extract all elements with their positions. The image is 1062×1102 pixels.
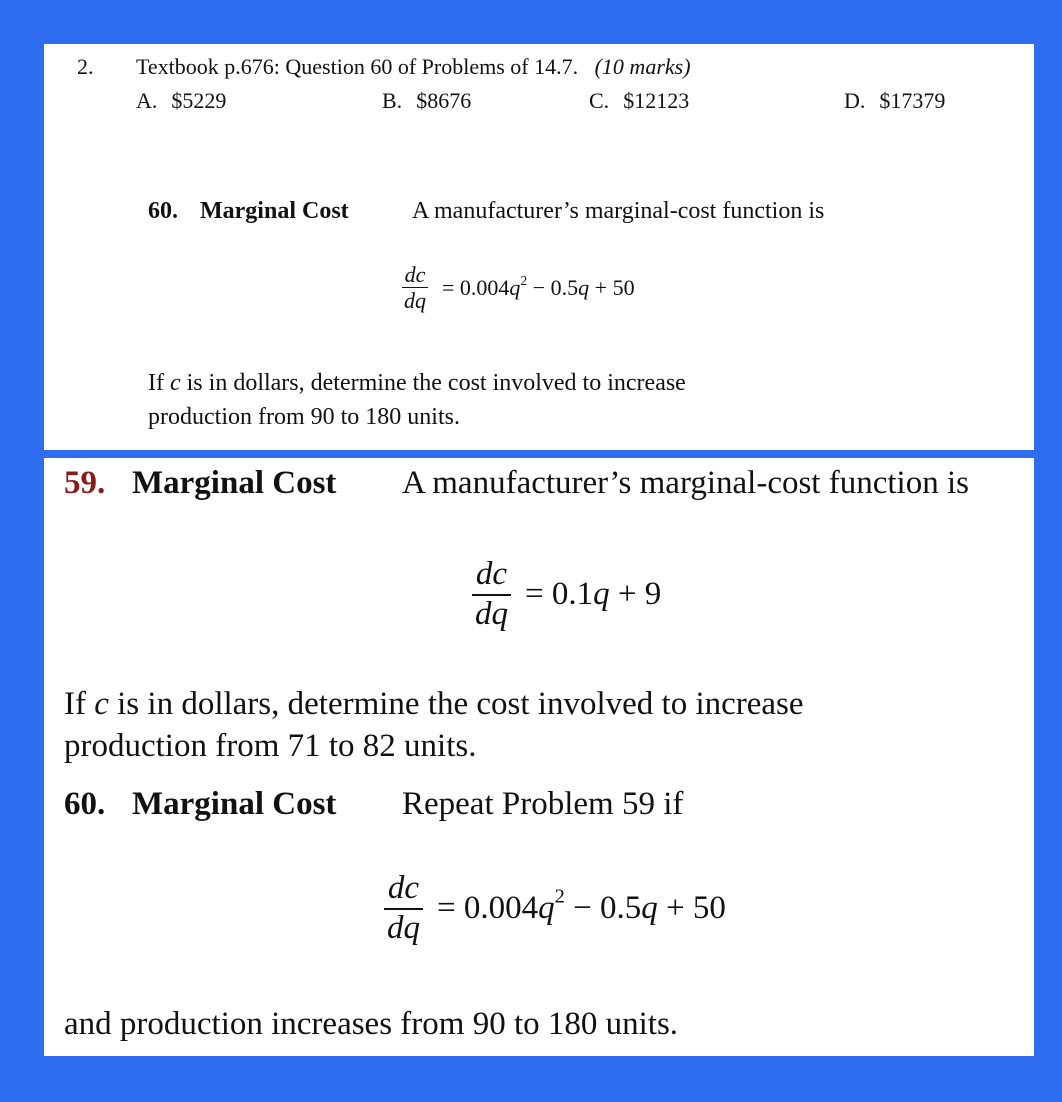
problem-60-number: 60. <box>64 786 106 822</box>
fraction-numerator: dc <box>404 262 426 287</box>
rhs-mid: − 0.5 <box>527 274 579 300</box>
text-var: c <box>169 370 181 396</box>
derivative-fraction <box>472 556 511 634</box>
option-value: $12123 <box>623 88 690 113</box>
text-var: c <box>94 686 109 722</box>
option-letter: B. <box>382 88 403 113</box>
equation-rhs <box>437 886 726 927</box>
option-value: $17379 <box>879 88 946 113</box>
rhs-mid: − 0.5 <box>564 890 642 927</box>
option-value: $5229 <box>171 88 227 113</box>
derivative-fraction <box>384 870 423 948</box>
rhs-var2: q <box>641 890 658 927</box>
problem-59-text-line-1 <box>64 686 804 723</box>
equation-rhs <box>442 272 635 301</box>
rhs-var: q <box>538 890 555 927</box>
problem-text-line-2: production from 90 to 180 units. <box>148 404 460 430</box>
option-value: $8676 <box>416 88 472 113</box>
rhs-post: + 9 <box>609 576 662 613</box>
problem-60-title: Marginal Cost <box>132 786 337 822</box>
option-letter: C. <box>589 88 610 113</box>
problem-number: 60. <box>148 198 178 224</box>
question-header <box>136 54 691 80</box>
problem-title: Marginal Cost <box>200 198 349 224</box>
fraction-numerator: dc <box>387 870 420 906</box>
problem-59-number: 59. <box>64 465 106 501</box>
rhs-pre: = 0.1 <box>525 576 594 613</box>
problem-59-intro: A manufacturer’s marginal-cost function is <box>402 465 969 501</box>
rhs-exponent: 2 <box>520 272 528 288</box>
option-d[interactable] <box>844 88 945 114</box>
marginal-cost-equation <box>402 262 635 314</box>
rhs-post: + 50 <box>657 890 726 927</box>
option-a[interactable] <box>136 88 226 114</box>
text-pre: If <box>64 686 95 722</box>
problem-59-title: Marginal Cost <box>132 465 337 501</box>
rhs-var: q <box>593 576 610 613</box>
rhs-var2: q <box>578 274 590 300</box>
problem-60-equation <box>384 870 726 948</box>
problem-60-text-line: and production increases from 90 to 180 units. <box>64 1006 679 1042</box>
problem-59-text-line-2: production from 71 to 82 units. <box>64 728 477 764</box>
fraction-denominator: dq <box>387 909 420 946</box>
fraction-denominator: dq <box>475 595 508 632</box>
derivative-fraction <box>402 262 428 314</box>
fraction-numerator: dc <box>475 556 508 592</box>
problem-59-equation <box>472 556 661 634</box>
text-post: is in dollars, determine the cost involved to increase <box>180 370 686 396</box>
equation-rhs <box>525 576 661 613</box>
option-c[interactable] <box>589 88 689 114</box>
problem-text-line-1 <box>148 370 686 397</box>
question-panel <box>44 44 1034 450</box>
option-b[interactable] <box>382 88 471 114</box>
text-post: is in dollars, determine the cost involved to increase <box>108 686 804 722</box>
rhs-exponent: 2 <box>554 886 565 909</box>
rhs-post: + 50 <box>589 274 635 300</box>
question-number: 2. <box>77 54 94 79</box>
option-letter: D. <box>844 88 866 113</box>
rhs-var: q <box>509 274 521 300</box>
rhs-pre: = 0.004 <box>437 890 539 927</box>
text-pre: If <box>148 370 170 396</box>
option-letter: A. <box>136 88 158 113</box>
question-header-text: Textbook p.676: Question 60 of Problems of 14.7. <box>136 54 579 79</box>
rhs-pre: = 0.004 <box>442 274 510 300</box>
problem-60-intro: Repeat Problem 59 if <box>402 786 684 822</box>
textbook-panel <box>44 458 1034 1056</box>
problem-intro: A manufacturer’s marginal-cost function is <box>412 198 825 224</box>
fraction-denominator: dq <box>404 288 426 314</box>
question-marks: (10 marks) <box>594 54 691 79</box>
